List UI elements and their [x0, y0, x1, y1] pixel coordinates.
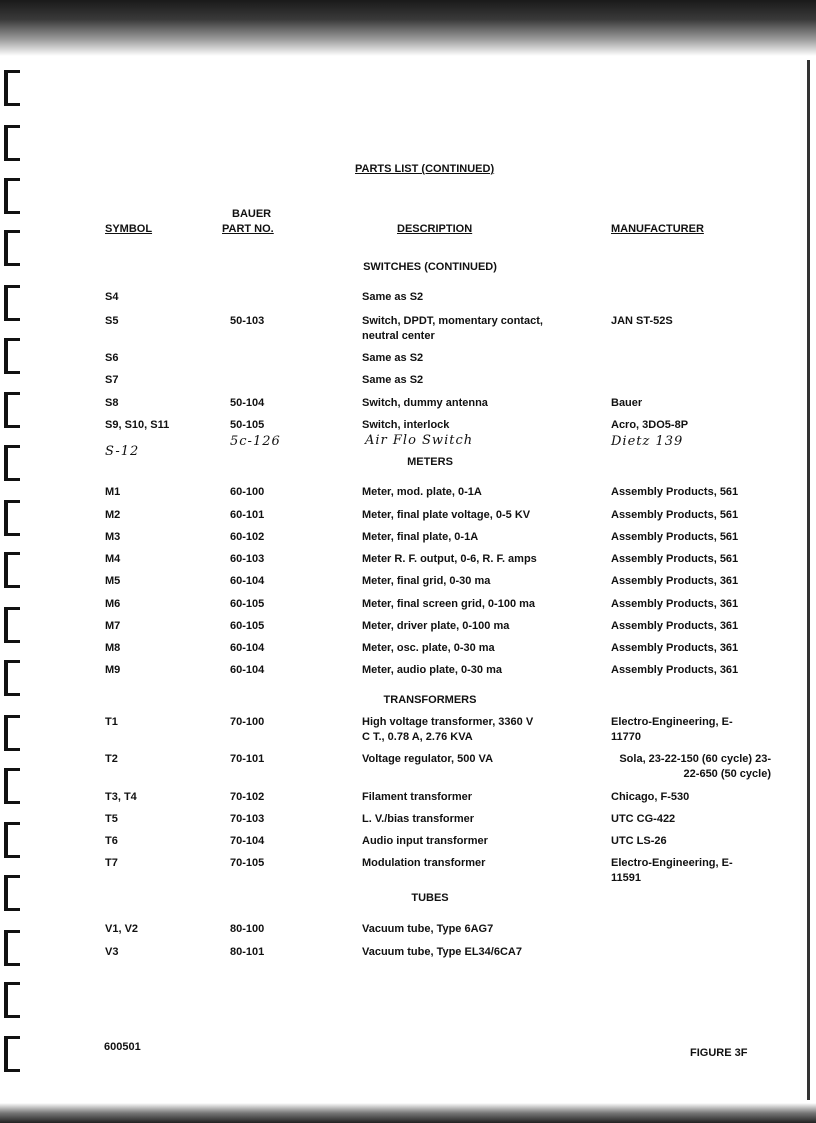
row-part: 50-103: [230, 315, 265, 327]
row-manufacturer: Acro, 3DO5-8P: [611, 419, 689, 431]
row-symbol: M5: [105, 575, 121, 587]
row-description: Same as S2: [362, 374, 424, 386]
row-part: 50-105: [230, 419, 265, 431]
row-description: Meter, final plate, 0-1A: [362, 531, 479, 543]
row-part: 70-100: [230, 716, 265, 728]
row-description: Meter, final screen grid, 0-100 ma: [362, 598, 536, 610]
section-title-tubes: TUBES: [411, 892, 449, 904]
row-manufacturer: Bauer: [611, 397, 643, 409]
handwritten-description: Air Flo Switch: [365, 433, 474, 448]
row-symbol: M4: [105, 553, 121, 565]
row-manufacturer: Assembly Products, 561: [611, 531, 739, 543]
row-symbol: T1: [105, 716, 118, 728]
row-description: Switch, interlock: [362, 419, 450, 431]
row-symbol: M7: [105, 620, 121, 632]
scan-bottom-edge: [0, 1103, 816, 1123]
row-manufacturer: Assembly Products, 561: [611, 486, 739, 498]
handwritten-part: 5c-126: [230, 434, 281, 449]
table-row: [0, 856, 816, 886]
row-part: 60-100: [230, 486, 265, 498]
row-symbol: V1, V2: [105, 923, 139, 935]
header-manufacturer: MANUFACTURER: [611, 223, 704, 235]
row-part: 70-105: [230, 857, 265, 869]
scan-top-edge: [0, 0, 816, 56]
row-description: Switch, dummy antenna: [362, 397, 488, 409]
row-manufacturer: Electro-Engineering, E-11770: [611, 716, 733, 743]
page-title: PARTS LIST (CONTINUED): [355, 163, 495, 175]
row-symbol: M6: [105, 598, 121, 610]
section-title-transformers: TRANSFORMERS: [383, 694, 477, 706]
handwritten-symbol: S-12: [105, 444, 140, 459]
row-manufacturer: Sola, 23-22-150 (60 cycle) 23-22-650 (50 cycle): [619, 753, 771, 780]
table-row: [0, 752, 816, 782]
row-part: 60-104: [230, 575, 265, 587]
row-symbol: T6: [105, 835, 118, 847]
handwritten-manufacturer: Dietz 139: [611, 434, 684, 449]
document-number: 600501: [104, 1041, 141, 1053]
row-part: 60-105: [230, 620, 265, 632]
row-part: 70-103: [230, 813, 265, 825]
row-part: 60-102: [230, 531, 265, 543]
row-manufacturer: Electro-Engineering, E-11591: [611, 857, 733, 884]
row-description: Meter, audio plate, 0-30 ma: [362, 664, 502, 676]
table-row: [0, 945, 816, 975]
table-row: [0, 314, 816, 344]
row-description: Same as S2: [362, 352, 424, 364]
row-symbol: M2: [105, 509, 121, 521]
row-part: 60-103: [230, 553, 265, 565]
row-manufacturer: Assembly Products, 361: [611, 598, 739, 610]
row-manufacturer: Assembly Products, 361: [611, 664, 739, 676]
row-description: Same as S2: [362, 291, 424, 303]
row-manufacturer: UTC CG-422: [611, 813, 676, 825]
row-part: 70-101: [230, 753, 265, 765]
row-symbol: T5: [105, 813, 118, 825]
row-manufacturer: Assembly Products, 361: [611, 620, 739, 632]
row-symbol: M8: [105, 642, 121, 654]
header-symbol: SYMBOL: [105, 223, 153, 235]
header-part-top: BAUER: [232, 208, 272, 220]
row-part: 70-104: [230, 835, 265, 847]
header-part-bottom: PART NO.: [222, 223, 274, 235]
section-title-switches: SWITCHES (CONTINUED): [363, 261, 497, 273]
row-symbol: V3: [105, 946, 119, 958]
row-description: Filament transformer: [362, 791, 473, 803]
row-part: 60-104: [230, 642, 265, 654]
row-symbol: M3: [105, 531, 121, 543]
row-symbol: S9, S10, S11: [105, 419, 170, 431]
row-manufacturer: JAN ST-52S: [611, 315, 673, 327]
row-part: 80-101: [230, 946, 265, 958]
table-row: [0, 715, 816, 745]
row-description: Meter, driver plate, 0-100 ma: [362, 620, 510, 632]
figure-label: FIGURE 3F: [690, 1047, 748, 1059]
row-manufacturer: Assembly Products, 361: [611, 575, 739, 587]
row-symbol: S5: [105, 315, 119, 327]
row-symbol: S4: [105, 291, 119, 303]
row-description: Meter, final plate voltage, 0-5 KV: [362, 509, 531, 521]
row-part: 80-100: [230, 923, 265, 935]
row-symbol: S6: [105, 352, 119, 364]
row-description: High voltage transformer, 3360 V C T., 0.78 A, 2.76 KVA: [362, 716, 534, 743]
row-description: Meter, final grid, 0-30 ma: [362, 575, 491, 587]
row-part: 60-105: [230, 598, 265, 610]
row-symbol: M9: [105, 664, 121, 676]
section-title-meters: METERS: [407, 456, 453, 468]
row-manufacturer: Assembly Products, 561: [611, 509, 739, 521]
row-description: Voltage regulator, 500 VA: [362, 753, 494, 765]
row-manufacturer: Assembly Products, 561: [611, 553, 739, 565]
row-description: Modulation transformer: [362, 857, 486, 869]
row-description: L. V./bias transformer: [362, 813, 475, 825]
table-row: [0, 663, 816, 693]
row-part: 60-101: [230, 509, 265, 521]
row-symbol: T7: [105, 857, 118, 869]
row-description: Vacuum tube, Type 6AG7: [362, 923, 494, 935]
row-manufacturer: Chicago, F-530: [611, 791, 690, 803]
row-description: Meter, mod. plate, 0-1A: [362, 486, 482, 498]
row-description: Vacuum tube, Type EL34/6CA7: [362, 946, 522, 958]
header-description: DESCRIPTION: [397, 223, 473, 235]
row-manufacturer: Assembly Products, 361: [611, 642, 739, 654]
row-symbol: S8: [105, 397, 119, 409]
row-symbol: M1: [105, 486, 121, 498]
row-part: 70-102: [230, 791, 265, 803]
row-manufacturer: UTC LS-26: [611, 835, 667, 847]
row-symbol: S7: [105, 374, 119, 386]
row-part: 50-104: [230, 397, 265, 409]
row-description: Meter R. F. output, 0-6, R. F. amps: [362, 553, 537, 565]
row-part: 60-104: [230, 664, 265, 676]
row-symbol: T2: [105, 753, 118, 765]
row-symbol: T3, T4: [105, 791, 137, 803]
row-description: Audio input transformer: [362, 835, 488, 847]
row-description: Switch, DPDT, momentary contact, neutral center: [362, 315, 543, 342]
row-description: Meter, osc. plate, 0-30 ma: [362, 642, 495, 654]
